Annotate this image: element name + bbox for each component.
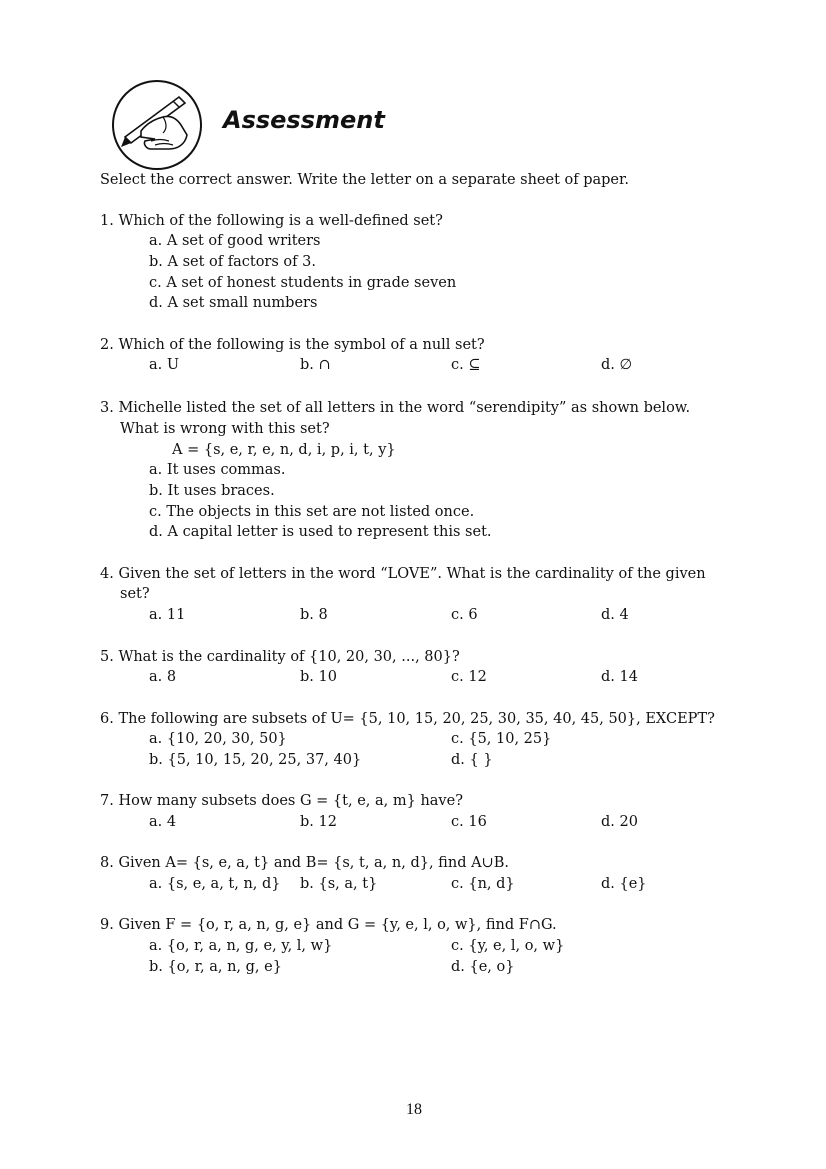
question-7-stem: 7. How many subsets does G = {t, e, a, m} have?: [100, 793, 463, 809]
question-5-choice-b: b. 10: [300, 669, 337, 685]
question-2-choice-c: c. ⊆: [451, 357, 481, 373]
question-7-choice-b: b. 12: [300, 814, 337, 830]
question-1-stem: 1. Which of the following is a well-defined set?: [100, 213, 443, 229]
question-6-choice-a: a. {10, 20, 30, 50}: [149, 731, 287, 747]
question-1-choice-b: b. A set of factors of 3.: [149, 254, 316, 270]
question-4-choice-b: b. 8: [300, 607, 328, 623]
question-5-choice-d: d. 14: [601, 669, 638, 685]
question-7-choice-a: a. 4: [149, 814, 177, 830]
question-8-stem: 8. Given A= {s, e, a, t} and B= {s, t, a, n, d}, find A∪B.: [100, 855, 509, 871]
question-2-choice-d: d. ∅: [601, 357, 633, 373]
question-5-choice-c: c. 12: [451, 669, 487, 685]
question-2-choice-b: b. ∩: [300, 357, 331, 373]
question-6-choice-c: c. {5, 10, 25}: [451, 731, 552, 747]
page-title: Assessment: [223, 106, 385, 134]
question-4-choice-d: d. 4: [601, 607, 629, 623]
question-9-choice-a: a. {o, r, a, n, g, e, y, l, w}: [149, 938, 333, 954]
question-9-choice-d: d. {e, o}: [451, 959, 515, 975]
question-2-stem: 2. Which of the following is the symbol of a null set?: [100, 337, 485, 353]
question-8-choice-d: d. {e}: [601, 876, 647, 892]
question-4-choice-c: c. 6: [451, 607, 478, 623]
question-6-choice-d: d. { }: [451, 752, 493, 768]
question-6-choice-b: b. {5, 10, 15, 20, 25, 37, 40}: [149, 752, 362, 768]
question-6-stem: 6. The following are subsets of U= {5, 10, 15, 20, 25, 30, 35, 40, 45, 50}, EXCEPT?: [100, 711, 715, 727]
question-4-choice-a: a. 11: [149, 607, 186, 623]
question-7-choice-d: d. 20: [601, 814, 638, 830]
question-2-choice-a: a. U: [149, 357, 180, 373]
question-9-choice-c: c. {y, e, l, o, w}: [451, 938, 565, 954]
question-3-choice-c: c. The objects in this set are not listed once.: [149, 504, 475, 520]
question-8-choice-c: c. {n, d}: [451, 876, 515, 892]
question-4-stem-line1: 4. Given the set of letters in the word “LOVE”. What is the cardinality of the given: [100, 566, 706, 582]
instructions: Select the correct answer. Write the letter on a separate sheet of paper.: [100, 172, 629, 188]
question-8-choice-b: b. {s, a, t}: [300, 876, 378, 892]
question-9-choice-b: b. {o, r, a, n, g, e}: [149, 959, 282, 975]
question-3-stem-line2: What is wrong with this set?: [120, 421, 330, 437]
question-7-choice-c: c. 16: [451, 814, 487, 830]
question-8-choice-a: a. {s, e, a, t, n, d}: [149, 876, 281, 892]
question-1-choice-a: a. A set of good writers: [149, 233, 321, 249]
question-3-set-listing: A = {s, e, r, e, n, d, i, p, i, t, y}: [172, 442, 396, 458]
question-5-choice-a: a. 8: [149, 669, 177, 685]
question-1-choice-c: c. A set of honest students in grade seven: [149, 275, 457, 291]
question-9-stem: 9. Given F = {o, r, a, n, g, e} and G = {y, e, l, o, w}, find F∩G.: [100, 917, 557, 933]
question-3-choice-a: a. It uses commas.: [149, 462, 286, 478]
hand-writing-pencil-icon: [111, 79, 203, 171]
page-number: 18: [406, 1101, 422, 1118]
question-5-stem: 5. What is the cardinality of {10, 20, 30, ..., 80}?: [100, 649, 460, 665]
question-3-stem-line1: 3. Michelle listed the set of all letters in the word “serendipity” as shown below.: [100, 400, 691, 416]
question-3-choice-b: b. It uses braces.: [149, 483, 275, 499]
question-1-choice-d: d. A set small numbers: [149, 295, 318, 311]
question-3-choice-d: d. A capital letter is used to represent this set.: [149, 524, 492, 540]
question-4-stem-line2: set?: [120, 586, 150, 602]
